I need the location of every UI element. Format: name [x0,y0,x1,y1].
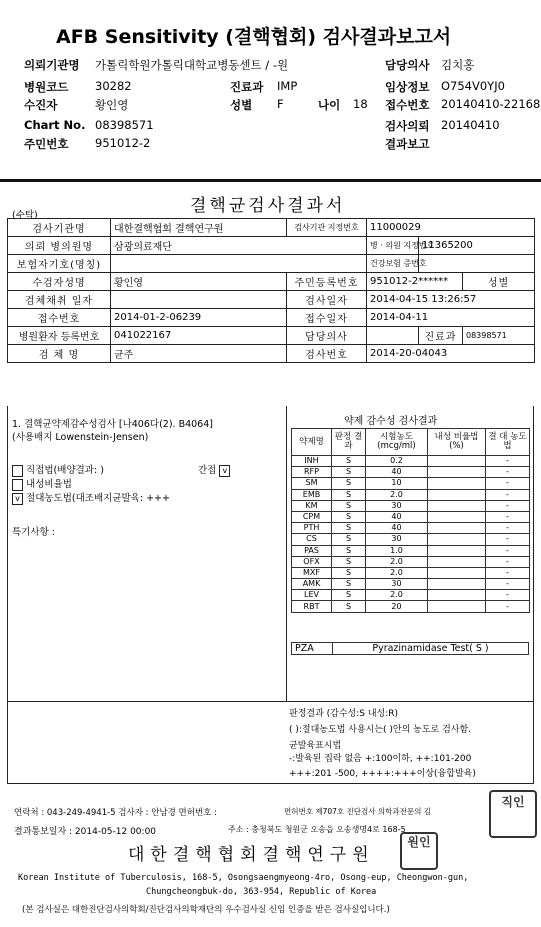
clinical-info-label: 임상정보 [385,80,430,94]
req-inst-label: 의뢰 병의원명 [8,237,111,255]
insurance-label: 보험자기호(명칭) [8,255,111,273]
drug-name: PTH [292,523,332,534]
drug-header-result: 판정 결과 [332,429,366,456]
doctor-form-label: 담당의사 [287,327,367,345]
footer-org-en: Korean Institute of Tuberculosis, 168-5, Osongsaengmyeong-4ro, Osong-eup, Cheongwon-gun, [18,873,469,883]
report-title: AFB Sensitivity (결핵협회) 검사결과보고서 [56,26,452,48]
form-info-table [7,218,535,363]
institution-value: 가톨릭학원가톨릭대학교병동센트 / -원 [95,58,289,72]
insurance-card-value [419,255,535,273]
drug-absolute: - [486,467,530,478]
footer-report-date: 결과통보일자 : 2014-05-12 00:00 [14,827,157,837]
hosp-code-value: 11365200 [419,237,535,255]
rrn-label: 주민등록번호 [287,273,367,291]
exam-inst-label: 검사기관명 [8,219,111,237]
drug-name: INH [292,456,332,467]
drug-absolute: - [486,545,530,556]
drug-absolute: - [486,500,530,511]
sex-label: 성별 [230,98,253,112]
drug-result: S [332,500,366,511]
result-section [7,406,534,784]
doctor-form-value [367,327,419,345]
recv-no-value: 2014-01-2-06239 [111,309,287,327]
drug-row [292,478,530,489]
reported-label: 결과보고 [385,137,430,151]
drug-result: S [332,489,366,500]
exam-code-label: 검사기관 지정번호 [287,219,367,237]
drug-table-title: 약제 감수성 검사결과 [344,416,438,427]
section-divider [0,179,541,182]
drug-name: PAS [292,545,332,556]
test-method-line1: 1. 결핵균약제감수성검사 [나406다(2). B4064] [12,419,213,430]
drug-ratio [428,556,486,567]
drug-result: S [332,567,366,578]
drug-name: SM [292,478,332,489]
legend-line-5: +++:201 -500, ++++:+++이상(융합발육) [289,769,476,779]
option-indirect-label: 간접 [198,465,217,476]
patient-no-value: 041022167 [111,327,287,345]
drug-name: CS [292,534,332,545]
option-absolute [12,490,170,505]
footer-contact: 연락처 : 043-249-4941-5 검사자 : 안남경 면허번호 : [14,808,217,818]
footer-license: 면허번호 제707호 진단검사 의학과전문의 김 [284,807,432,816]
chart-no-label: Chart No. [24,118,86,132]
drug-concentration: 2.0 [366,590,428,601]
drug-table-body [292,456,530,613]
form-header-left: (수탁) [12,210,38,221]
drug-absolute: - [486,590,530,601]
name-label: 수검자성명 [8,273,111,291]
drug-result: S [332,534,366,545]
drug-name: RFP [292,467,332,478]
drug-result: S [332,523,366,534]
drug-absolute: - [486,601,530,612]
drug-absolute: - [486,489,530,500]
recv-date-label: 접수일자 [287,309,367,327]
drug-result: S [332,590,366,601]
option-indirect [198,462,230,477]
hosp-code-label: 병 · 의원 지정번호 [367,237,419,255]
drug-row [292,567,530,578]
drug-ratio [428,534,486,545]
specimen-value: 균주 [111,345,287,363]
drug-table [291,428,530,613]
drug-concentration: 2.0 [366,489,428,500]
drug-result: S [332,601,366,612]
insurance-card-label: 건강보험 증번호 [367,255,419,273]
drug-row [292,456,530,467]
resident-no-label: 주민번호 [24,137,69,151]
direct-checkbox [12,465,23,477]
drug-ratio [428,579,486,590]
drug-row [292,467,530,478]
drug-absolute: - [486,478,530,489]
option-absolute-label: 절대농도법(대조배지균발육: +++ [26,493,170,504]
drug-row [292,500,530,511]
drug-header-name: 약제명 [292,429,332,456]
drug-row [292,523,530,534]
drug-ratio [428,467,486,478]
drug-name: RBT [292,601,332,612]
department-label: 진료과 [230,80,264,94]
resident-no-value: 951012-2 [95,136,151,150]
drug-ratio [428,590,486,601]
patient-label: 수진자 [24,98,58,112]
department-value: IMP [277,79,298,93]
sex-value: F [277,97,284,111]
hospital-code-label: 병원코드 [24,80,69,94]
drug-header-abs: 결 대 농도법 [486,429,530,456]
option-ratio [12,476,72,491]
drug-name: LEV [292,590,332,601]
footer-note: (본 검사실은 대한진단검사의학회/진단검사의학재단의 우수검사실 신임 인증을 받은 검사실입니다.) [22,905,390,915]
drug-absolute: - [486,556,530,567]
drug-concentration: 40 [366,523,428,534]
collect-label: 검체채취 일자 [8,291,111,309]
footer-org-en-2: Chungcheongbuk-do, 363-954, Republic of Korea [146,887,377,897]
drug-result: S [332,511,366,522]
dept-label: 진료과 [419,327,463,345]
drug-row [292,545,530,556]
drug-concentration: 0.2 [366,456,428,467]
name-value: 황인영 [111,273,287,291]
drug-absolute: - [486,579,530,590]
test-date-label: 검사일자 [287,291,367,309]
drug-result: S [332,467,366,478]
drug-ratio [428,489,486,500]
recv-no-label: 접수번호 [8,309,111,327]
ratio-checkbox [12,479,23,491]
collect-value [111,291,287,309]
requested-value: 20140410 [441,118,500,132]
doctor-value: 김치홍 [441,58,475,72]
exam-code-value: 11000029 [367,219,535,237]
exam-inst-value: 대한결핵협회 결핵연구원 [111,219,287,237]
drug-ratio [428,511,486,522]
req-inst-value: 삼광의료재단 [111,237,367,255]
requested-label: 검사의뢰 [385,119,430,133]
indirect-checkbox: v [219,465,230,477]
absolute-checkbox: v [12,493,23,505]
drug-ratio [428,601,486,612]
drug-name: MXF [292,567,332,578]
drug-ratio [428,545,486,556]
legend-line-2: ( ):절대농도법 사용시는( )안의 농도로 검사함. [289,725,472,735]
specimen-label: 검 체 명 [8,345,111,363]
form-title: 결핵균검사결과서 [190,196,346,216]
pza-value: Pyrazinamidase Test( S ) [333,643,529,655]
drug-ratio [428,567,486,578]
drug-ratio [428,456,486,467]
received-value: 20140410-22168 [441,97,541,111]
drug-row [292,534,530,545]
drug-ratio [428,523,486,534]
drug-absolute: - [486,534,530,545]
drug-name: OFX [292,556,332,567]
footer-address: 주소 : 충청북도 청원군 오송읍 오송생명4로 168-5 [228,825,406,834]
pza-label: PZA [292,643,333,655]
option-direct [12,462,104,477]
drug-concentration: 30 [366,534,428,545]
drug-result: S [332,556,366,567]
special-notes-label: 특기사항 : [12,527,55,538]
received-label: 접수번호 [385,98,430,112]
option-direct-label: 직접법(배양결과: ) [26,465,104,476]
option-ratio-label: 내성비율법 [26,479,72,490]
drug-header-ratio: 내성 비율법(%) [428,429,486,456]
doctor-label: 담당의사 [385,58,430,72]
drug-concentration: 20 [366,601,428,612]
test-date-value: 2014-04-15 13:26:57 [367,291,535,309]
drug-absolute: - [486,523,530,534]
drug-ratio [428,500,486,511]
drug-result: S [332,456,366,467]
clinical-info-value: O754V0YJ0 [441,79,505,93]
drug-ratio [428,478,486,489]
sex-form-label: 성별 [463,273,535,291]
insurance-value [111,255,367,273]
age-label: 나이 [318,98,341,112]
drug-absolute: - [486,456,530,467]
drug-concentration: 40 [366,467,428,478]
test-method-line2: (사용배지 Lowenstein-Jensen) [12,432,149,443]
drug-row [292,601,530,612]
drug-result: S [332,478,366,489]
drug-row [292,511,530,522]
drug-name: KM [292,500,332,511]
drug-concentration: 40 [366,511,428,522]
patient-value: 황인영 [95,98,129,112]
drug-name: AMK [292,579,332,590]
drug-concentration: 10 [366,478,428,489]
drug-concentration: 2.0 [366,567,428,578]
drug-row [292,590,530,601]
drug-concentration: 2.0 [366,556,428,567]
rrn-value: 951012-2****** [367,273,463,291]
drug-result: S [332,579,366,590]
drug-header-conc: 시험농도 (mcg/ml) [366,429,428,456]
test-no-value: 2014-20-04043 [367,345,535,363]
chart-no-value: 08398571 [95,118,154,132]
legend-line-1: 판정결과 (감수성:S 내성:R) [289,709,399,719]
drug-concentration: 1.0 [366,545,428,556]
drug-absolute: - [486,567,530,578]
patient-no-label: 병원환자 등록번호 [8,327,111,345]
drug-name: CPM [292,511,332,522]
legend-line-3: 균발육표시법 [289,741,342,751]
recv-date-value: 2014-04-11 [367,309,535,327]
drug-row [292,489,530,500]
dept-value: 08398571 [463,327,535,345]
legend-line-4: -:발육된 집락 없음 +:100이하, ++:101-200 [289,754,472,764]
director-seal: 원인 [400,832,438,870]
hospital-code-value: 30282 [95,79,132,93]
drug-result: S [332,545,366,556]
footer-org-kr: 대한결핵협회결핵연구원 [128,845,375,865]
age-value: 18 [353,97,368,111]
drug-concentration: 30 [366,500,428,511]
drug-absolute: - [486,511,530,522]
drug-name: EMB [292,489,332,500]
institution-label: 의뢰기관명 [24,58,80,72]
pza-table [291,642,529,655]
drug-concentration: 30 [366,579,428,590]
test-no-label: 검사번호 [287,345,367,363]
drug-table-header [292,429,530,456]
institution-seal: 직인 [489,790,537,838]
drug-row [292,556,530,567]
drug-row [292,579,530,590]
